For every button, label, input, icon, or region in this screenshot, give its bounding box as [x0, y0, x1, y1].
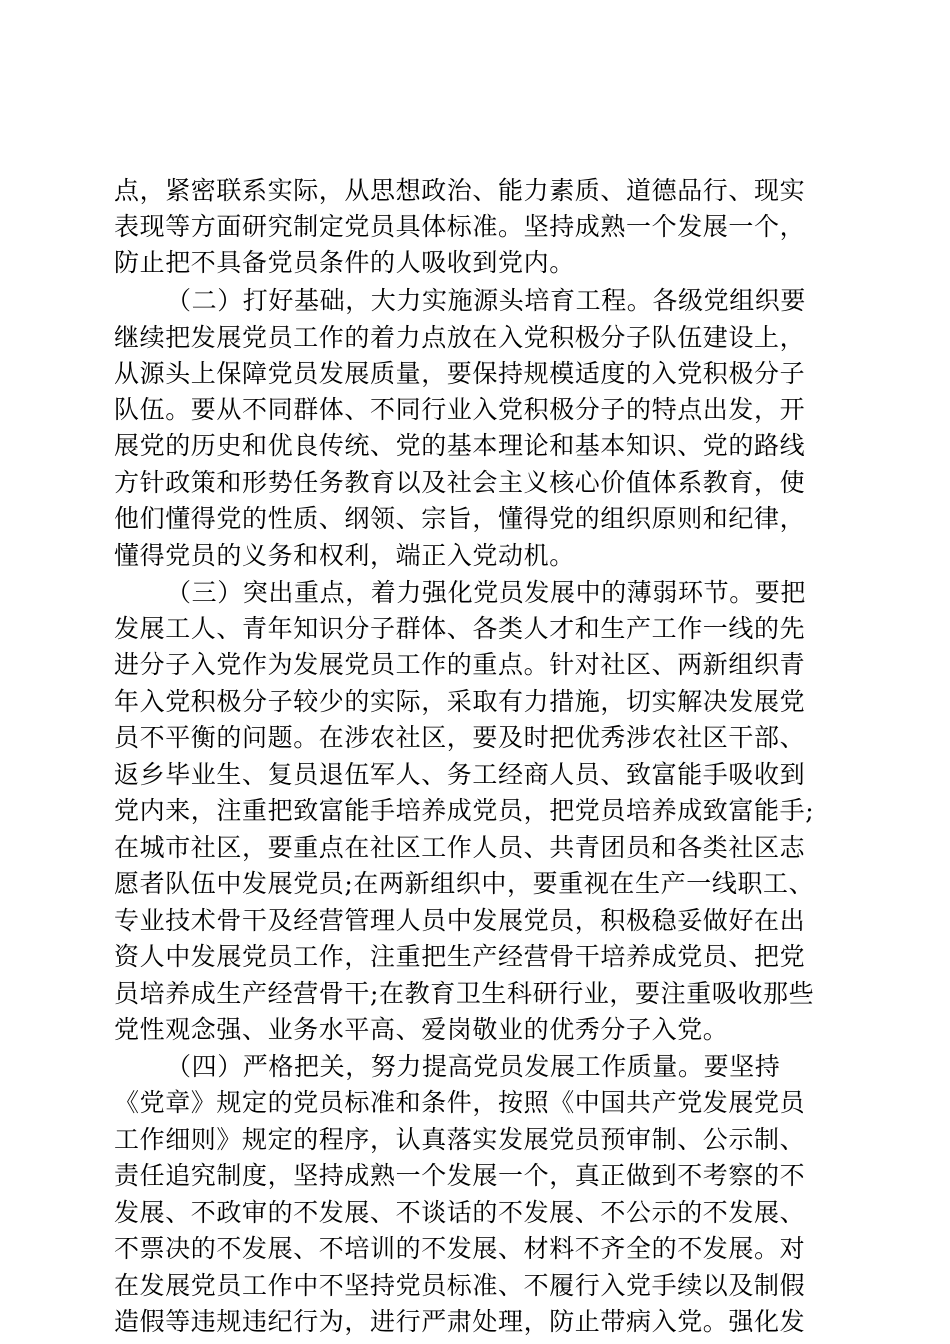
section-heading-line: （二）打好基础，大力实施源头培育工程。各级党组织要	[166, 286, 807, 315]
text-line: 年入党积极分子较少的实际，采取有力措施，切实解决发展党	[114, 687, 806, 716]
text-line: 《党章》规定的党员标准和条件，按照《中国共产党发展党员	[114, 1088, 806, 1117]
text-line: 在发展党员工作中不坚持党员标准、不履行入党手续以及制假	[114, 1271, 806, 1300]
text-line: 不票决的不发展、不培训的不发展、材料不齐全的不发展。对	[114, 1234, 806, 1263]
text-line: 发展工人、青年知识分子群体、各类人才和生产工作一线的先	[114, 614, 806, 643]
text-line: 造假等违规违纪行为，进行严肃处理，防止带病入党。强化发	[114, 1307, 806, 1336]
text-line: 发展、不政审的不发展、不谈话的不发展、不公示的不发展、	[114, 1198, 806, 1227]
text-line: 他们懂得党的性质、纲领、宗旨，懂得党的组织原则和纪律，	[114, 504, 806, 533]
text-line: 党性观念强、业务水平高、爱岗敬业的优秀分子入党。	[114, 1015, 729, 1044]
text-line: 表现等方面研究制定党员具体标准。坚持成熟一个发展一个，	[114, 212, 806, 241]
text-line: 愿者队伍中发展党员;在两新组织中，要重视在生产一线职工、	[114, 869, 815, 898]
text-line: 资人中发展党员工作，注重把生产经营骨干培养成党员、把党	[114, 942, 806, 971]
text-line: 点，紧密联系实际，从思想政治、能力素质、道德品行、现实	[114, 176, 806, 205]
text-line: 进分子入党作为发展党员工作的重点。针对社区、两新组织青	[114, 650, 806, 679]
text-line: 责任追究制度，坚持成熟一个发展一个，真正做到不考察的不	[114, 1161, 806, 1190]
section-heading-line: （三）突出重点，着力强化党员发展中的薄弱环节。要把	[166, 578, 807, 607]
text-line: 工作细则》规定的程序，认真落实发展党员预审制、公示制、	[114, 1125, 806, 1154]
text-line: 专业技术骨干及经营管理人员中发展党员，积极稳妥做好在出	[114, 906, 806, 935]
text-line: 员不平衡的问题。在涉农社区，要及时把优秀涉农社区干部、	[114, 723, 806, 752]
text-line: 防止把不具备党员条件的人吸收到党内。	[114, 248, 575, 277]
text-line: 队伍。要从不同群体、不同行业入党积极分子的特点出发，开	[114, 395, 806, 424]
text-line: 懂得党员的义务和权利，端正入党动机。	[114, 541, 575, 570]
section-heading-line: （四）严格把关，努力提高党员发展工作质量。要坚持	[166, 1052, 781, 1081]
text-line: 继续把发展党员工作的着力点放在入党积极分子队伍建设上，	[114, 323, 806, 352]
text-line: 党内来，注重把致富能手培养成党员，把党员培养成致富能手;	[114, 796, 815, 825]
text-line: 从源头上保障党员发展质量，要保持规模适度的入党积极分子	[114, 359, 806, 388]
text-line: 方针政策和形势任务教育以及社会主义核心价值体系教育，使	[114, 468, 806, 497]
text-line: 返乡毕业生、复员退伍军人、务工经商人员、致富能手吸收到	[114, 760, 806, 789]
text-line: 展党的历史和优良传统、党的基本理论和基本知识、党的路线	[114, 431, 806, 460]
text-line: 员培养成生产经营骨干;在教育卫生科研行业，要注重吸收那些	[114, 979, 815, 1008]
text-line: 在城市社区，要重点在社区工作人员、共青团员和各类社区志	[114, 833, 806, 862]
